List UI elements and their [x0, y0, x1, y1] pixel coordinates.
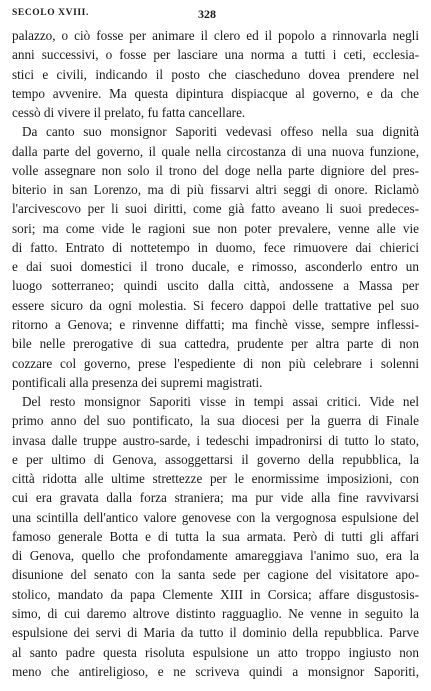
- text-line: biterio in san Lorenzo, ma di più fissarvi altri seggi di onore. Riclamò: [12, 182, 419, 198]
- running-head: SECOLO XVIII.: [12, 8, 89, 18]
- text-line: città ridotta alle ultime strettezze per le enormissime imposizioni, con: [12, 471, 419, 487]
- text-line: anni successivi, o fosse per lasciare una norma a tutti i ceti, ecclesia-: [12, 47, 419, 63]
- text-line: volle assegnare non solo il trono del doge nella parte digniore del pres-: [12, 162, 419, 178]
- text-line: di fatto. Entrato di nottetempo in duomo, fece rimuovere dai chierici: [12, 239, 419, 255]
- text-line: dalla parte del governo, il quale nella circostanza di una nuova funzione,: [12, 143, 419, 159]
- page-header: [12, 8, 419, 22]
- text-line: cui era gravata dalla forza straniera; ma pur vide alla fine ravvivarsi: [12, 490, 419, 506]
- text-line: famoso generale Botta e di tutta la sua armata. Però di tutti gli affari: [12, 528, 419, 544]
- text-line: disunione del senato con la santa sede per cagione del visitatore apo-: [12, 567, 419, 583]
- text-line: pontificali alla presenza dei supremi magistrati.: [12, 374, 263, 390]
- text-line: sori; ma come vide le ragioni sue non poter prevalere, venne alle vie: [12, 220, 419, 236]
- text-line: primo anno del suo pontificato, la sua diocesi per la guerra di Finale: [12, 413, 419, 429]
- text-line: palazzo, o ciò fosse per animare il clero ed il popolo a rinnovarla negli: [12, 28, 419, 43]
- text-line: e dai suoi domestici il trono ducale, e rimosso, asconderlo entro un: [12, 259, 419, 275]
- text-line: ritorno a Genova; e rinvenne diffatti; ma finchè visse, sempre inflessi-: [12, 316, 419, 332]
- text-line: stolico, mandato da papa Clemente XIII in Corsica; affare disgustosis-: [12, 586, 419, 602]
- body-text: [12, 26, 419, 681]
- text-line: al santo padre questa risoluta espulsione un atto troppo ingiusto non: [12, 644, 419, 660]
- text-line: l'arcivescovo per li suoi diritti, come già fatto aveano li suoi predeces-: [12, 201, 419, 217]
- text-line: Da canto suo monsignor Saporiti vedevasi offeso nella sua dignità: [22, 124, 419, 140]
- text-line: una scintilla dell'antico valore genovese con la vergognosa espulsione del: [12, 509, 419, 525]
- text-line: di Genova, quello che profondamente amareggiava l'animo suo, era la: [12, 548, 419, 564]
- text-line: stici e civili, indicando il posto che ciascheduno dovea prendere nel: [12, 66, 419, 82]
- text-line: invasa dalle truppe austro-sarde, i tedeschi impadronirsi di tutto lo stato,: [12, 432, 419, 448]
- text-line: cozzare col governo, prese l'espediente di non più celebrare i solenni: [12, 355, 419, 371]
- text-line: meno che antireligioso, e ne scriveva quindi a monsignor Saporiti,: [12, 663, 419, 679]
- text-line: tempo avvenire. Ma questa dipintura dispiacque al governo, e da che: [12, 85, 419, 101]
- text-line: e per ultimo di Genova, assoggettarsi il governo della repubblica, la: [12, 451, 419, 467]
- text-line: espulsione dei servi di Maria da tutto il dominio della repubblica. Parve: [12, 625, 419, 641]
- text-line: bile nelle prerogative di sua cattedra, prudente per altra parte di non: [12, 336, 419, 352]
- text-line: cessò di vivere il prelato, fu fatta cancellare.: [12, 105, 246, 121]
- text-line: Del resto monsignor Saporiti visse in tempi assai critici. Vide nel: [22, 394, 419, 410]
- text-line: simo, di cui daremo altrove distinto ragguaglio. Ne venne in seguito la: [12, 605, 419, 621]
- text-line: essere sicuro da ogni molestia. Si fecero dappoi delle trattative pel suo: [12, 297, 419, 313]
- page-number: 328: [198, 7, 216, 21]
- text-line: luogo sotterraneo; quindi uscito dalla città, andossene a Massa per: [12, 278, 419, 294]
